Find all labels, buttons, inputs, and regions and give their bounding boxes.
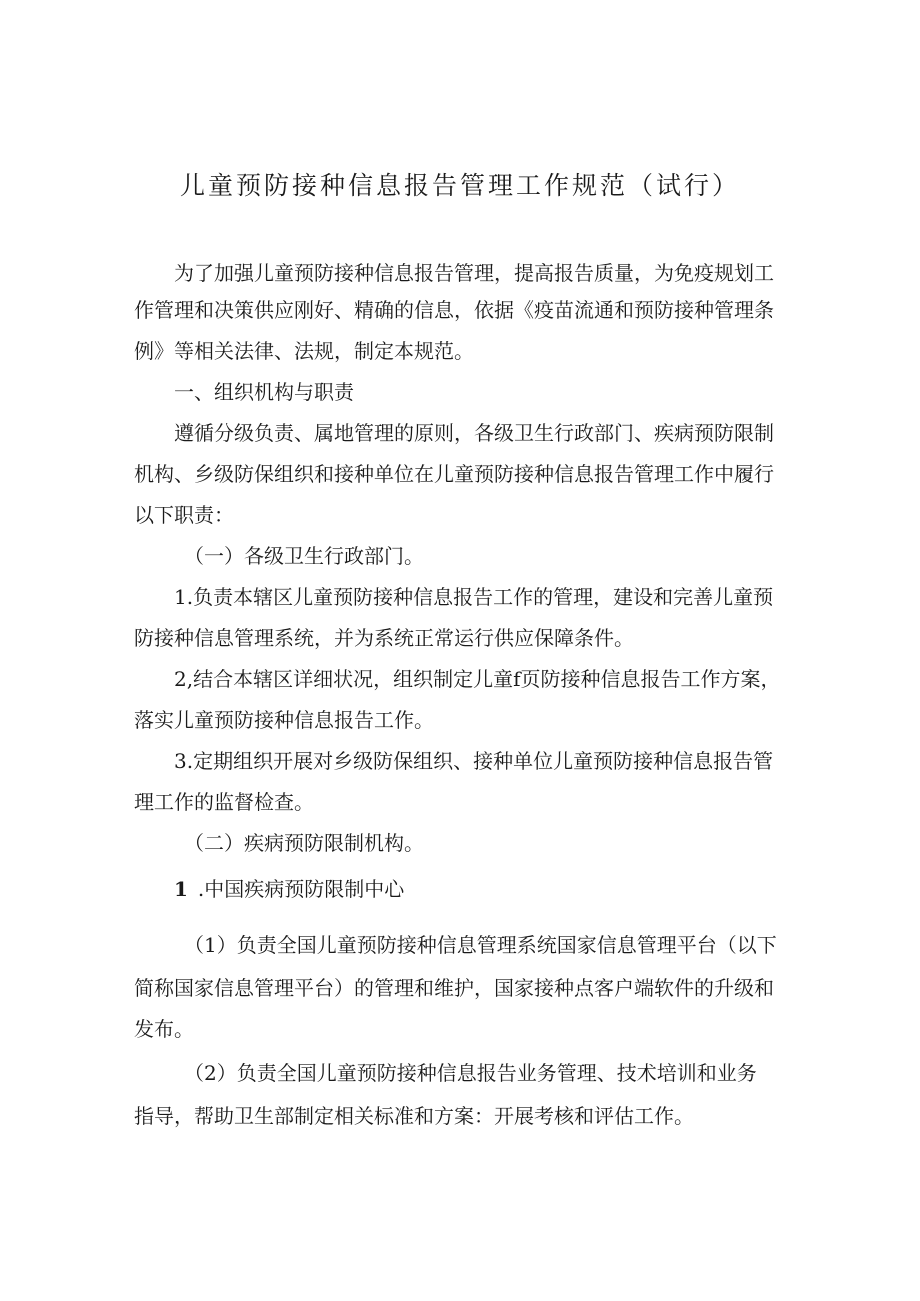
sub2-detail-2-line-1: （2）负责全国儿童预防接种信息报告业务管理、技术培训和业务 bbox=[184, 1061, 757, 1085]
sub1-item-1-line-1: 1.负责本辖区儿童预防接种信息报告工作的管理，建设和完善儿童预 bbox=[174, 585, 774, 609]
sub2-heading: （二）疾病预防限制机构。 bbox=[184, 831, 424, 855]
section1-line-1: 遵循分级负责、属地管理的原则，各级卫生行政部门、疾病预防限制 bbox=[174, 421, 774, 445]
intro-line-2: 作管理和决策供应刚好、精确的信息，依据《疫苗流通和预防接种管理条 bbox=[134, 298, 774, 322]
intro-line-3: 例》等相关法律、法规，制定本规范。 bbox=[134, 339, 474, 363]
section1-line-2: 机构、乡级防保组织和接种单位在儿童预防接种信息报告管理工作中履行 bbox=[134, 462, 774, 486]
sub2-detail-1-line-2: 简称国家信息管理平台）的管理和维护，国家接种点客户端软件的升级和 bbox=[134, 976, 774, 1000]
sub1-item-1-line-2: 防接种信息管理系统，并为系统正常运行供应保障条件。 bbox=[134, 626, 634, 650]
sub1-item-3-line-1: 3.定期组织开展对乡级防保组织、接种单位儿童预防接种信息报告管 bbox=[174, 749, 774, 773]
sub1-item-2-line-2: 落实儿童预防接种信息报告工作。 bbox=[134, 708, 434, 732]
sub2-detail-2-line-2: 指导，帮助卫生部制定相关标准和方案：开展考核和评估工作。 bbox=[134, 1104, 694, 1128]
sub2-detail-1-line-3: 发布。 bbox=[134, 1017, 194, 1041]
section1-heading: 一、组织机构与职责 bbox=[174, 380, 354, 404]
sub2-detail-1-line-1: （1）负责全国儿童预防接种信息管理系统国家信息管理平台（以下 bbox=[184, 933, 777, 957]
section1-line-3: 以下职责： bbox=[134, 503, 234, 527]
document-title: 儿童预防接种信息报告管理工作规范（试行） bbox=[179, 171, 740, 200]
sub2-item-1 bbox=[174, 874, 404, 904]
sub2-item-text: .中国疾病预防限制中心 bbox=[197, 877, 405, 901]
sub1-item-2-line-1: 2,结合本辖区详细状况，组织制定儿童f页防接种信息报告工作方案， bbox=[174, 667, 781, 691]
sub1-heading: （一）各级卫生行政部门。 bbox=[184, 544, 424, 568]
intro-line-1: 为了加强儿童预防接种信息报告管理，提高报告质量，为免疫规划工 bbox=[174, 261, 774, 285]
sub1-item-3-line-2: 理工作的监督检查。 bbox=[134, 790, 314, 814]
sub2-item-number: 1 bbox=[174, 877, 188, 901]
